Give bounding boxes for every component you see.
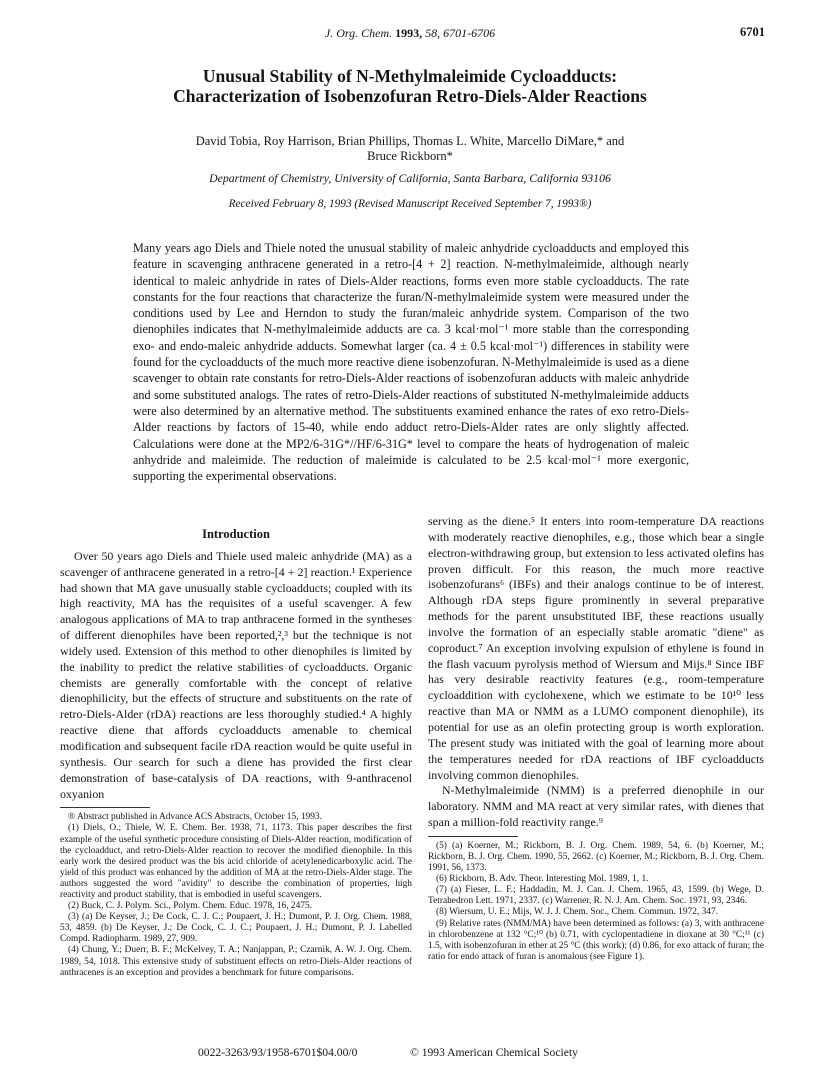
footnote: (9) Relative rates (NMM/MA) have been determined as follows: (a) 3, with anthracene in chlorobenzene at 132 °C;¹⁰ (b) 0.71, with cyclopentadiene in dioxane at 30 °C;¹¹ (c) 1.5, with isobenzofuran in ether at 25 °C (this work); (d) 0.86, for exo attack of furan; the ratio for endo attack of furan is anomalous (see Figure 1).: [428, 918, 764, 962]
footnote: (6) Rickborn, B. Adv. Theor. Interesting Mol. 1989, 1, 1.: [436, 874, 649, 885]
article-code: 0022-3263/93/1958-6701$04.00/0: [198, 1046, 358, 1059]
journal-pages: 6701-6706: [443, 26, 496, 40]
journal-year: 1993,: [395, 26, 423, 40]
footnote: (4) Chung, Y.; Duerr, B. F.; McKelvey, T. A.; Nanjappan, P.; Czarnik, A. W. J. Org. Chem. 1989, 54, 1018. This extensive study of substituent effects on retro-Diels-Alder reactions of anthracenes is an exception and provides a benchmark for future comparisons.: [60, 945, 412, 978]
journal-name: J. Org. Chem.: [324, 26, 393, 40]
footnotes-right: [428, 841, 764, 963]
author-list: [80, 134, 740, 164]
footnote: (7) (a) Fieser, L. F.; Haddadin, M. J. Can. J. Chem. 1965, 43, 1599. (b) Wege, D. Tetrahedron Lett. 1971, 2337. (c) Warrener, R. N. J. Am. Chem. Soc. 1971, 93, 2346.: [428, 885, 764, 907]
journal-volume: 58,: [425, 26, 441, 40]
copyright-notice: © 1993 American Chemical Society: [410, 1046, 578, 1059]
intro-paragraph-right-1: serving as the diene.⁵ It enters into room-temperature DA reactions with moderately reactive dienophiles, e.g., those which bear a single electron-withdrawing group, but extension to less activated olefins has proven difficult. For this reason, the much more reactive isobenzofurans⁶ (IBFs) and their analogs continue to be of interest. Although rDA steps figure prominently in several preparative methods for the parent unsubstituted IBF, these reactions usually involve the formation of an especially stable aromatic "diene" as coproduct.⁷ An exception involving expulsion of ethylene is found in the flash vacuum pyrolysis method of Wiersum and Mijs.⁸ Since IBF has very desirable reactivity features (e.g., room-temperature cycloaddition with cyclohexene, which we estimate to be 10¹⁰ less reactive than MA or NMM as a LUMO component dienophile), its potential for use as an olefin protecting group is worth exploration. The present study was initiated with the goal of learning more about the temperatures needed for rDA reactions of IBF cycloadducts involving common dienophiles.: [428, 514, 764, 782]
footnote: (2) Buck, C. J. Polym. Sci., Polym. Chem. Educ. 1978, 16, 2475.: [68, 901, 313, 912]
footnotes-left: [60, 812, 412, 978]
section-heading-introduction: Introduction: [202, 527, 270, 541]
right-column: [428, 514, 764, 963]
received-dates: Received February 8, 1993 (Revised Manuscript Received September 7, 1993®): [228, 198, 592, 210]
running-head: [0, 26, 820, 41]
footnote: (3) (a) De Keyser, J.; De Cock, C. J. C.; Poupaert, J. H.; Dumont, P. J. Org. Chem. 1988, 53, 4859. (b) De Keyser, J.; De Cock, C. J. C.; Poupaert, J. H.; Dumont, P. J. Labelled Compd. Radiopharm. 1989, 27, 909.: [60, 912, 412, 945]
page-number: 6701: [740, 25, 765, 39]
left-column: [60, 527, 412, 979]
affiliation: Department of Chemistry, University of California, Santa Barbara, California 93106: [209, 171, 611, 185]
footnote: ® Abstract published in Advance ACS Abstracts, October 15, 1993.: [68, 812, 322, 823]
title-line-1: Unusual Stability of N-Methylmaleimide Cycloadducts:: [202, 66, 618, 86]
intro-paragraph-left: Over 50 years ago Diels and Thiele used maleic anhydride (MA) as a scavenger of anthracene generated in a retro-[4 + 2] reaction.¹ Experience had shown that MA gave unusually stable cycloadducts; coupled with its high reactivity, MA has the requisites of a useful scavenger. A few analogous applications of MA to trap anthracene formed in the syntheses of different dienophiles have been reported,²,³ but the technique is not widely used. Extension of this method to other dienophiles is limited by the inability to predict the relative stabilities of cycloadducts. Organic chemists are generally comfortable with the concept of relative dienophilicity, but the effects of structure and substituents on the rate of retro-Diels-Alder (rDA) reactions are less thoroughly studied.⁴ A highly reactive diene that affords cycloadducts amenable to chemical modification and subsequent facile rDA reaction would be quite useful in synthesis. Our search for such a diene has provided the first clear demonstration of base-catalysis of DA reactions, with 9-anthracenol oxyanion: [60, 548, 412, 801]
footnote: (1) Diels, O.; Thiele, W. E. Chem. Ber. 1938, 71, 1173. This paper describes the first example of the useful synthetic procedure consisting of Diels-Alder reaction, modification of the cycloadduct, and retro-Diels-Alder reaction to recover the modified dienophile. In this early work the desired product was the bis acid chloride of acetylenedicarboxylic acid. The yield of this product was enhanced by the addition of MA at the retro-Diels-Alder stage. The authors suggested the word "avidity" to describe the combination of properties, high reactivity and product stability, that is embodied in useful scavengers.: [60, 823, 412, 900]
footnote: (8) Wiersum, U. E.; Mijs, W. J. J. Chem. Soc., Chem. Commun. 1972, 347.: [436, 907, 719, 918]
footnote: (5) (a) Koerner, M.; Rickborn, B. J. Org. Chem. 1989, 54, 6. (b) Koerner, M.; Rickborn, B. J. Org. Chem. 1990, 55, 2662. (c) Koerner, M.; Rickborn, B. J. Org. Chem. 1991, 56, 1373.: [428, 840, 764, 874]
title-line-2: Characterization of Isobenzofuran Retro-Diels-Alder Reactions: [173, 86, 647, 106]
authors-line-1: David Tobia, Roy Harrison, Brian Phillips, Thomas L. White, Marcello DiMare,* and: [195, 134, 625, 148]
article-title: [60, 66, 760, 106]
authors-line-2: Bruce Rickborn*: [367, 149, 453, 163]
footnote-divider: [60, 807, 150, 808]
intro-paragraph-right-2: N-Methylmaleimide (NMM) is a preferred dienophile in our laboratory. NMM and MA react at very similar rates, with dienes that span a million-fold reactivity range.⁹: [428, 783, 764, 830]
footnote-divider: [428, 836, 518, 837]
abstract: Many years ago Diels and Thiele noted the unusual stability of maleic anhydride cycloadducts and employed this feature in scavenging anthracene generated in a retro-[4 + 2] reaction. N-methylmaleimide, although nearly identical to maleic anhydride in rates of Diels-Alder reactions, forms even more stable cycloadducts. The rate constants for the four reactions that characterize the furan/N-methylmaleimide system were measured under the conditions used by Lee and Herndon to study the furan/maleic anhydride system. Comparison of the two dienophiles indicates that N-methylmaleimide adducts are ca. 3 kcal·mol⁻¹ more stable than the corresponding exo- and endo-maleic anhydride adducts. Somewhat larger (ca. 4 ± 0.5 kcal·mol⁻¹) differences in stability were found for the cycloadducts of the much more reactive diene isobenzofuran. N-Methylmaleimide is used as a diene scavenger to obtain rate constants for retro-Diels-Alder reactions of isobenzofuran adducts with maleic anhydride and some substituted analogs. The rates of retro-Diels-Alder reactions of substituted N-methylmaleimide adducts were also determined by an alternative method. The substituents examined enhance the rates of exo retro-Diels-Alder reactions by factors of 15-40, while endo adduct retro-Diels-Alder rates are only slightly affected. Calculations were done at the MP2/6-31G*//HF/6-31G* level to compare the heats of hydrogenation of maleic anhydride and maleimide. The reduction of maleimide is calculated to be 2.5 kcal·mol⁻¹ more exergonic, supporting the experimental observations.: [133, 241, 689, 484]
